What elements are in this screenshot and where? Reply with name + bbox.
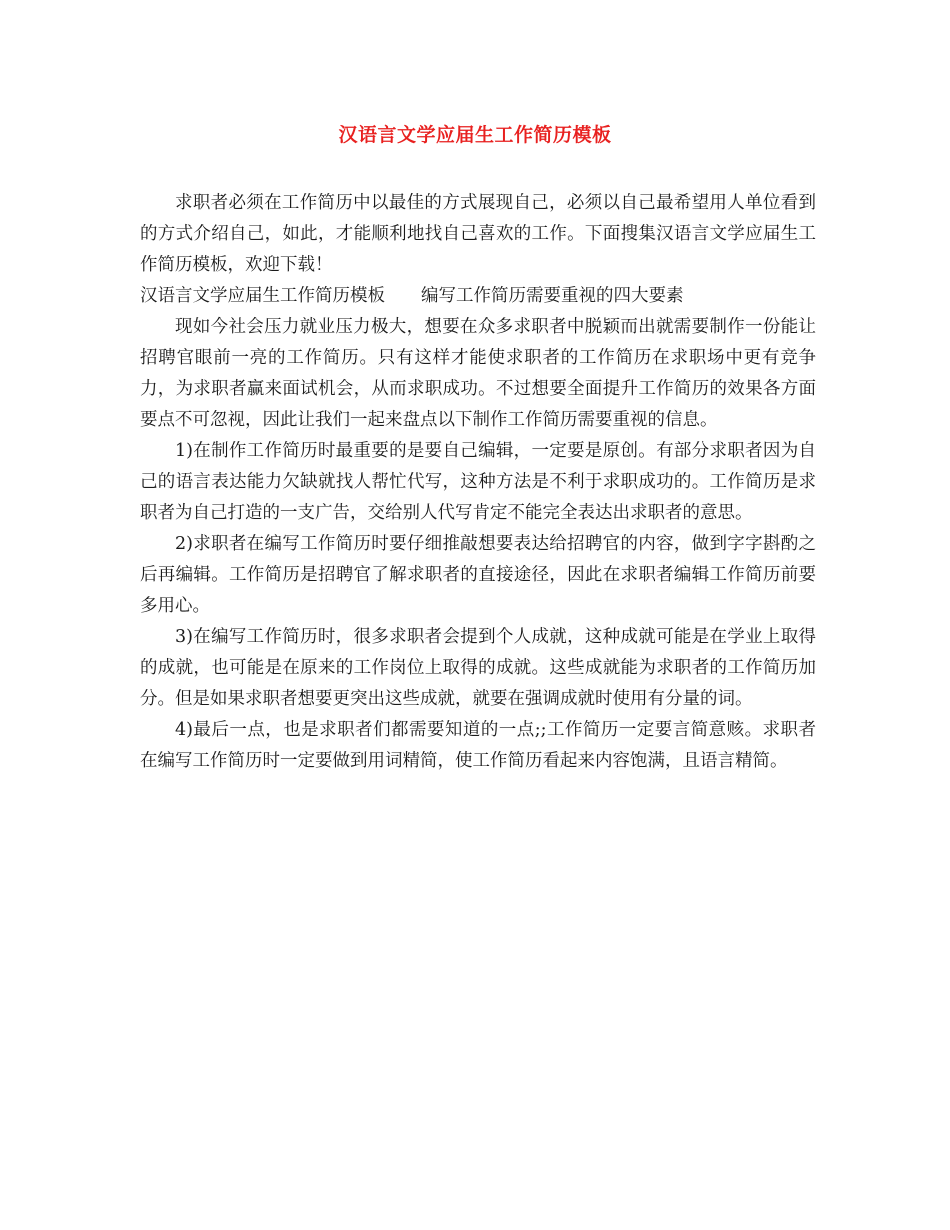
body-paragraph: 3)在编写工作简历时，很多求职者会提到个人成就，这种成就可能是在学业上取得的成就，也可能是在原来的工作岗位上取得的成就。这些成就能为求职者的工作简历加分。但是如果求职者想要更突出这些成就，就要在强调成就时使用有分量的词。: [140, 627, 816, 709]
body-paragraph: 2)求职者在编写工作简历时要仔细推敲想要表达给招聘官的内容，做到字字斟酌之后再编辑。工作简历是招聘官了解求职者的直接途径，因此在求职者编辑工作简历前要多用心。: [140, 534, 816, 616]
intro-paragraph: 求职者必须在工作简历中以最佳的方式展现自己，必须以自己最希望用人单位看到的方式介绍自己，如此，才能顺利地找自己喜欢的工作。下面搜集汉语言文学应届生工作简历模板，欢迎下载！: [140, 193, 816, 275]
body-paragraph: 4)最后一点，也是求职者们都需要知道的一点;;工作简历一定要言简意赅。求职者在编写工作简历时一定要做到用词精简，使工作简历看起来内容饱满，且语言精简。: [140, 720, 816, 771]
body-paragraph: 1)在制作工作简历时最重要的是要自己编辑，一定要是原创。有部分求职者因为自己的语言表达能力欠缺就找人帮忙代写，这种方法是不利于求职成功的。工作简历是求职者为自己打造的一支广告，交给别人代写肯定不能完全表达出求职者的意思。: [140, 441, 816, 523]
subtitle-right: 编写工作简历需要重视的四大要素: [421, 286, 684, 306]
document-title: 汉语言文学应届生工作简历模板: [338, 124, 612, 146]
body-paragraph: 现如今社会压力就业压力极大，想要在众多求职者中脱颖而出就需要制作一份能让招聘官眼前一亮的工作简历。只有这样才能使求职者的工作简历在求职场中更有竞争力，为求职者赢来面试机会，从而求职成功。不过想要全面提升工作简历的效果各方面要点不可忽视，因此让我们一起来盘点以下制作工作简历需要重视的信息。: [140, 317, 816, 430]
subtitle-left: 汉语言文学应届生工作简历模板: [140, 286, 385, 306]
subtitle-line: [140, 281, 816, 312]
document-body: [140, 188, 816, 777]
